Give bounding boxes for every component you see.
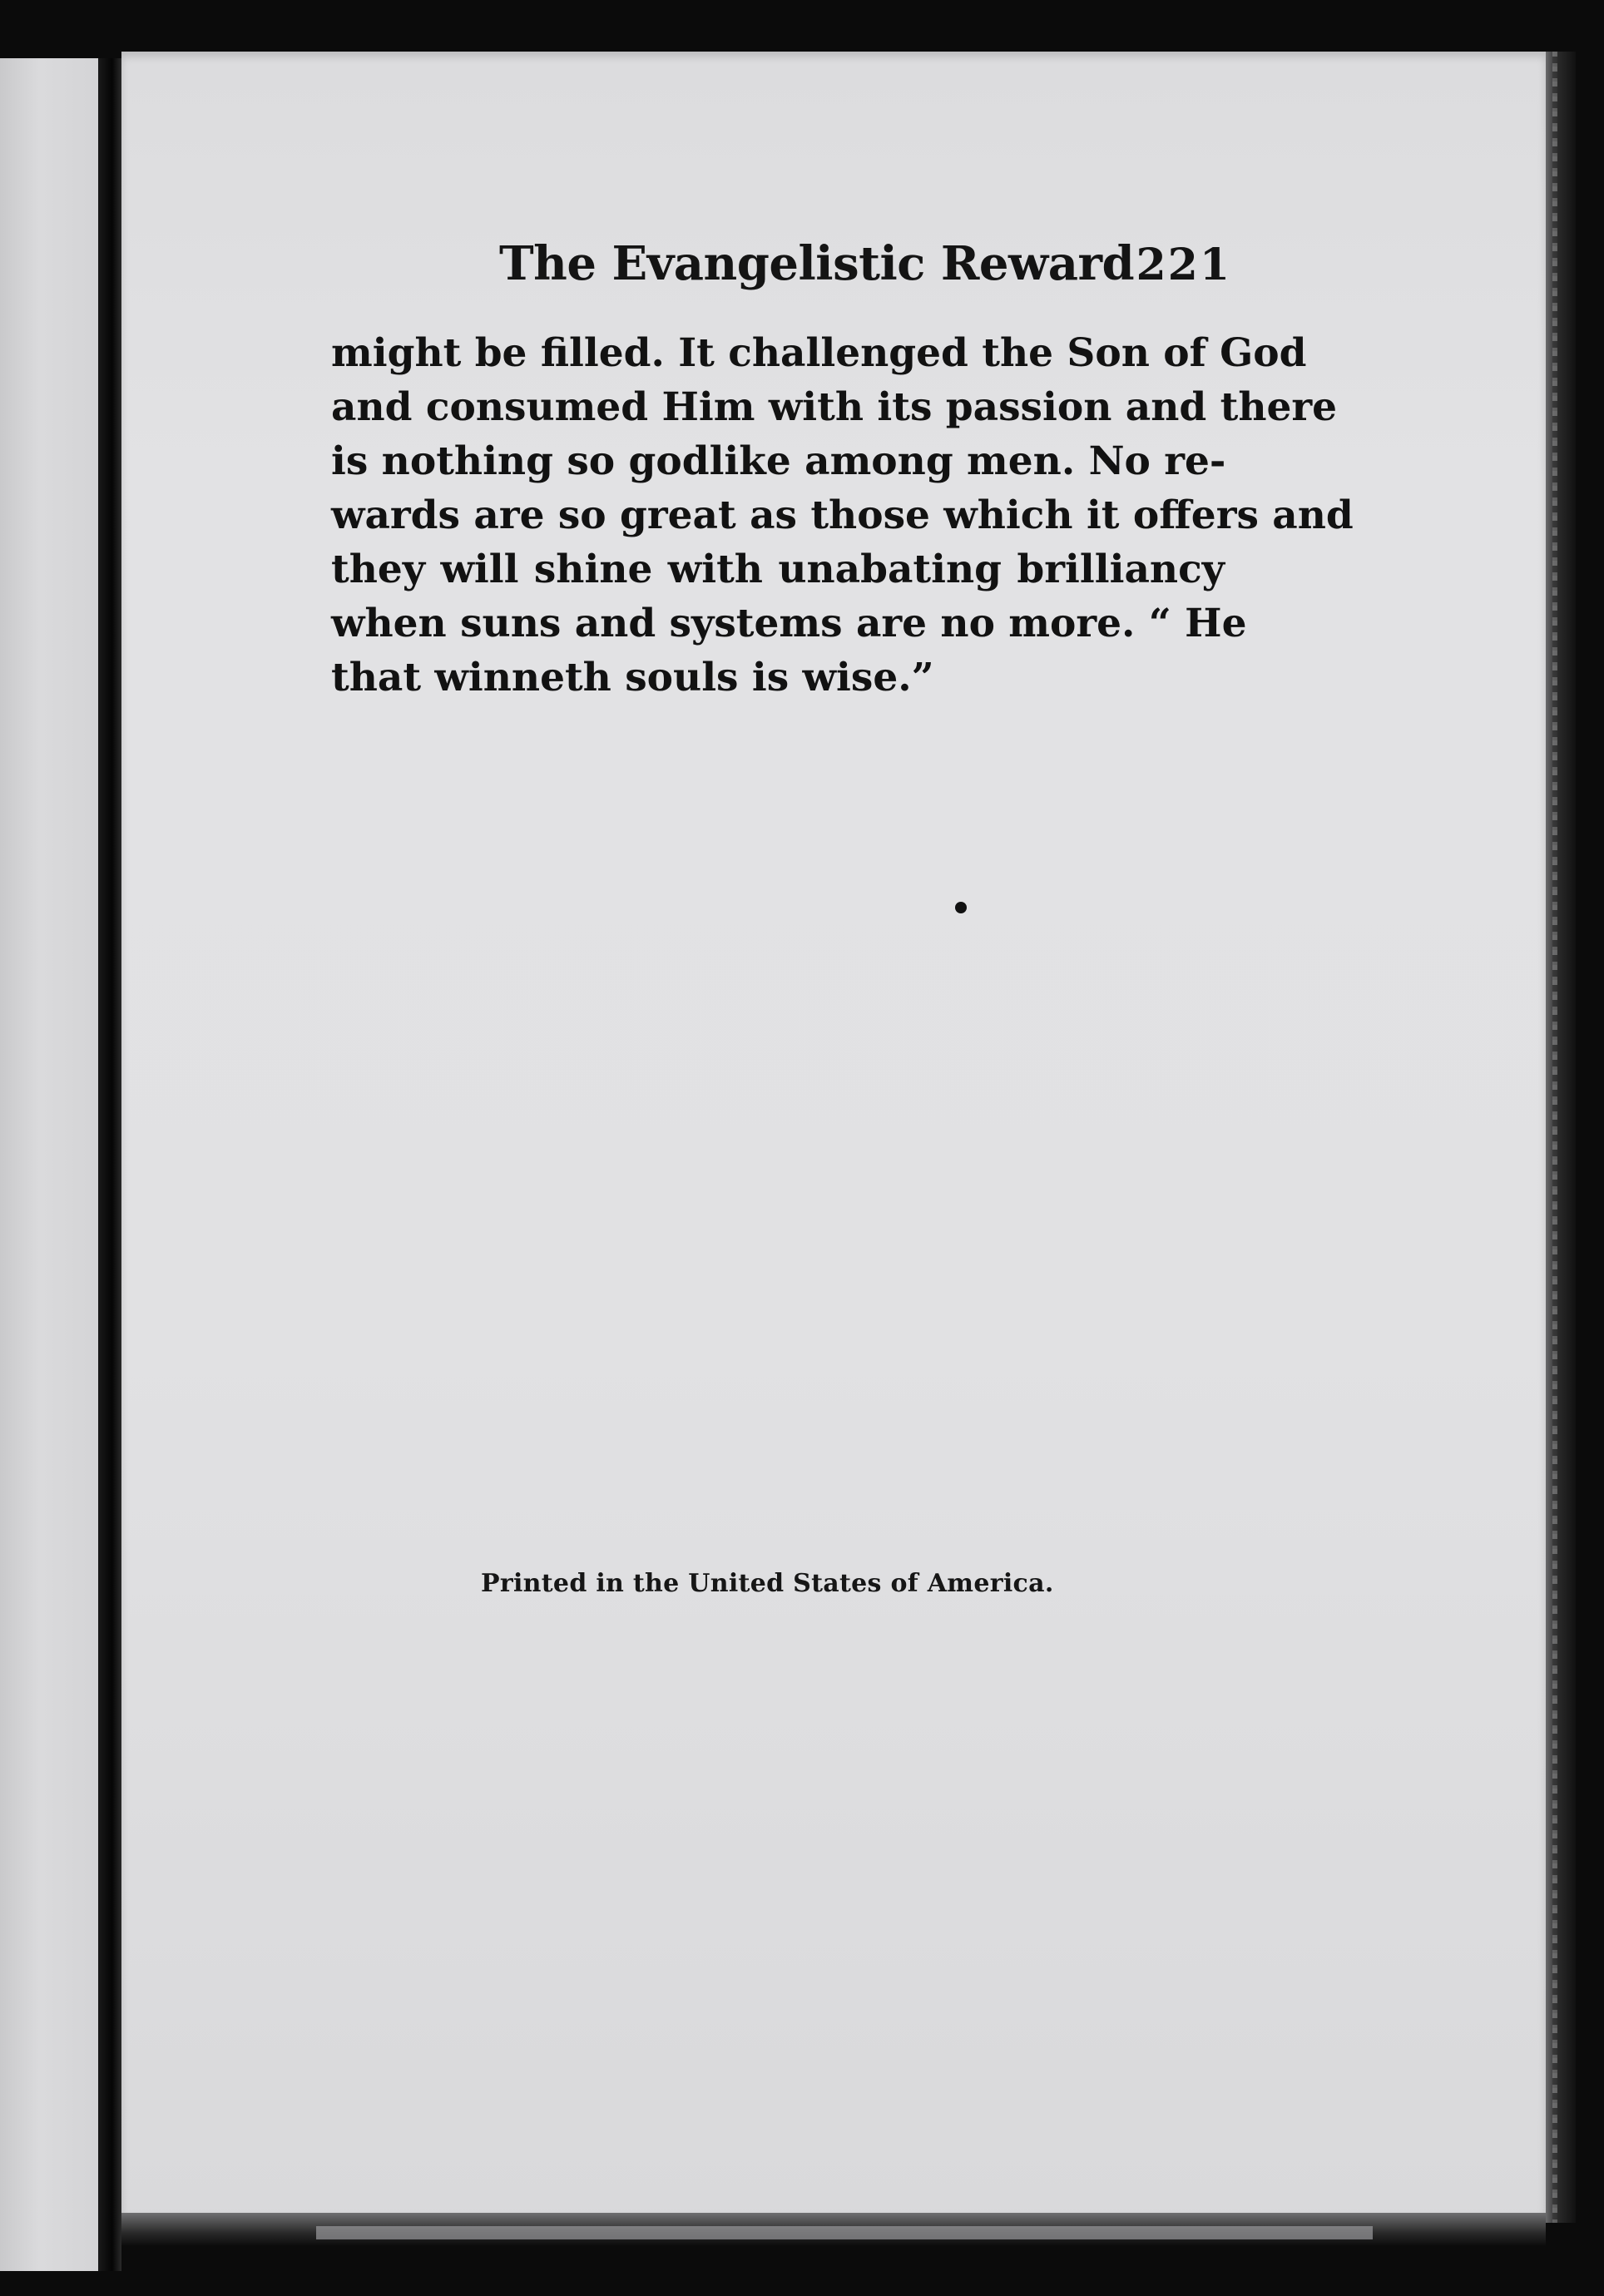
body-line: that winneth souls is wise.” <box>331 655 934 700</box>
body-paragraph <box>331 326 1354 705</box>
facing-page-edge <box>0 58 98 2271</box>
body-line: is nothing so godlike among men. No re- <box>331 438 1226 484</box>
page-number: 221 <box>1136 240 1231 290</box>
gutter-shadow <box>98 58 121 2271</box>
printer-imprint: Printed in the United States of America. <box>481 1569 1054 1598</box>
page-bottom-strip <box>316 2226 1373 2239</box>
body-line: when suns and systems are no more. “ He <box>331 601 1247 646</box>
page-right-edge <box>1546 52 1576 2223</box>
ink-speck <box>955 902 967 913</box>
body-line: and consumed Him with its passion and there <box>331 384 1338 430</box>
body-line: wards are so great as those which it offers and <box>331 492 1354 538</box>
running-head-title: The Evangelistic Reward <box>499 236 1135 291</box>
body-line: they will shine with unabating brilliancy <box>331 547 1225 592</box>
running-head <box>499 236 1231 303</box>
body-line: might be filled. It challenged the Son of God <box>331 330 1307 376</box>
